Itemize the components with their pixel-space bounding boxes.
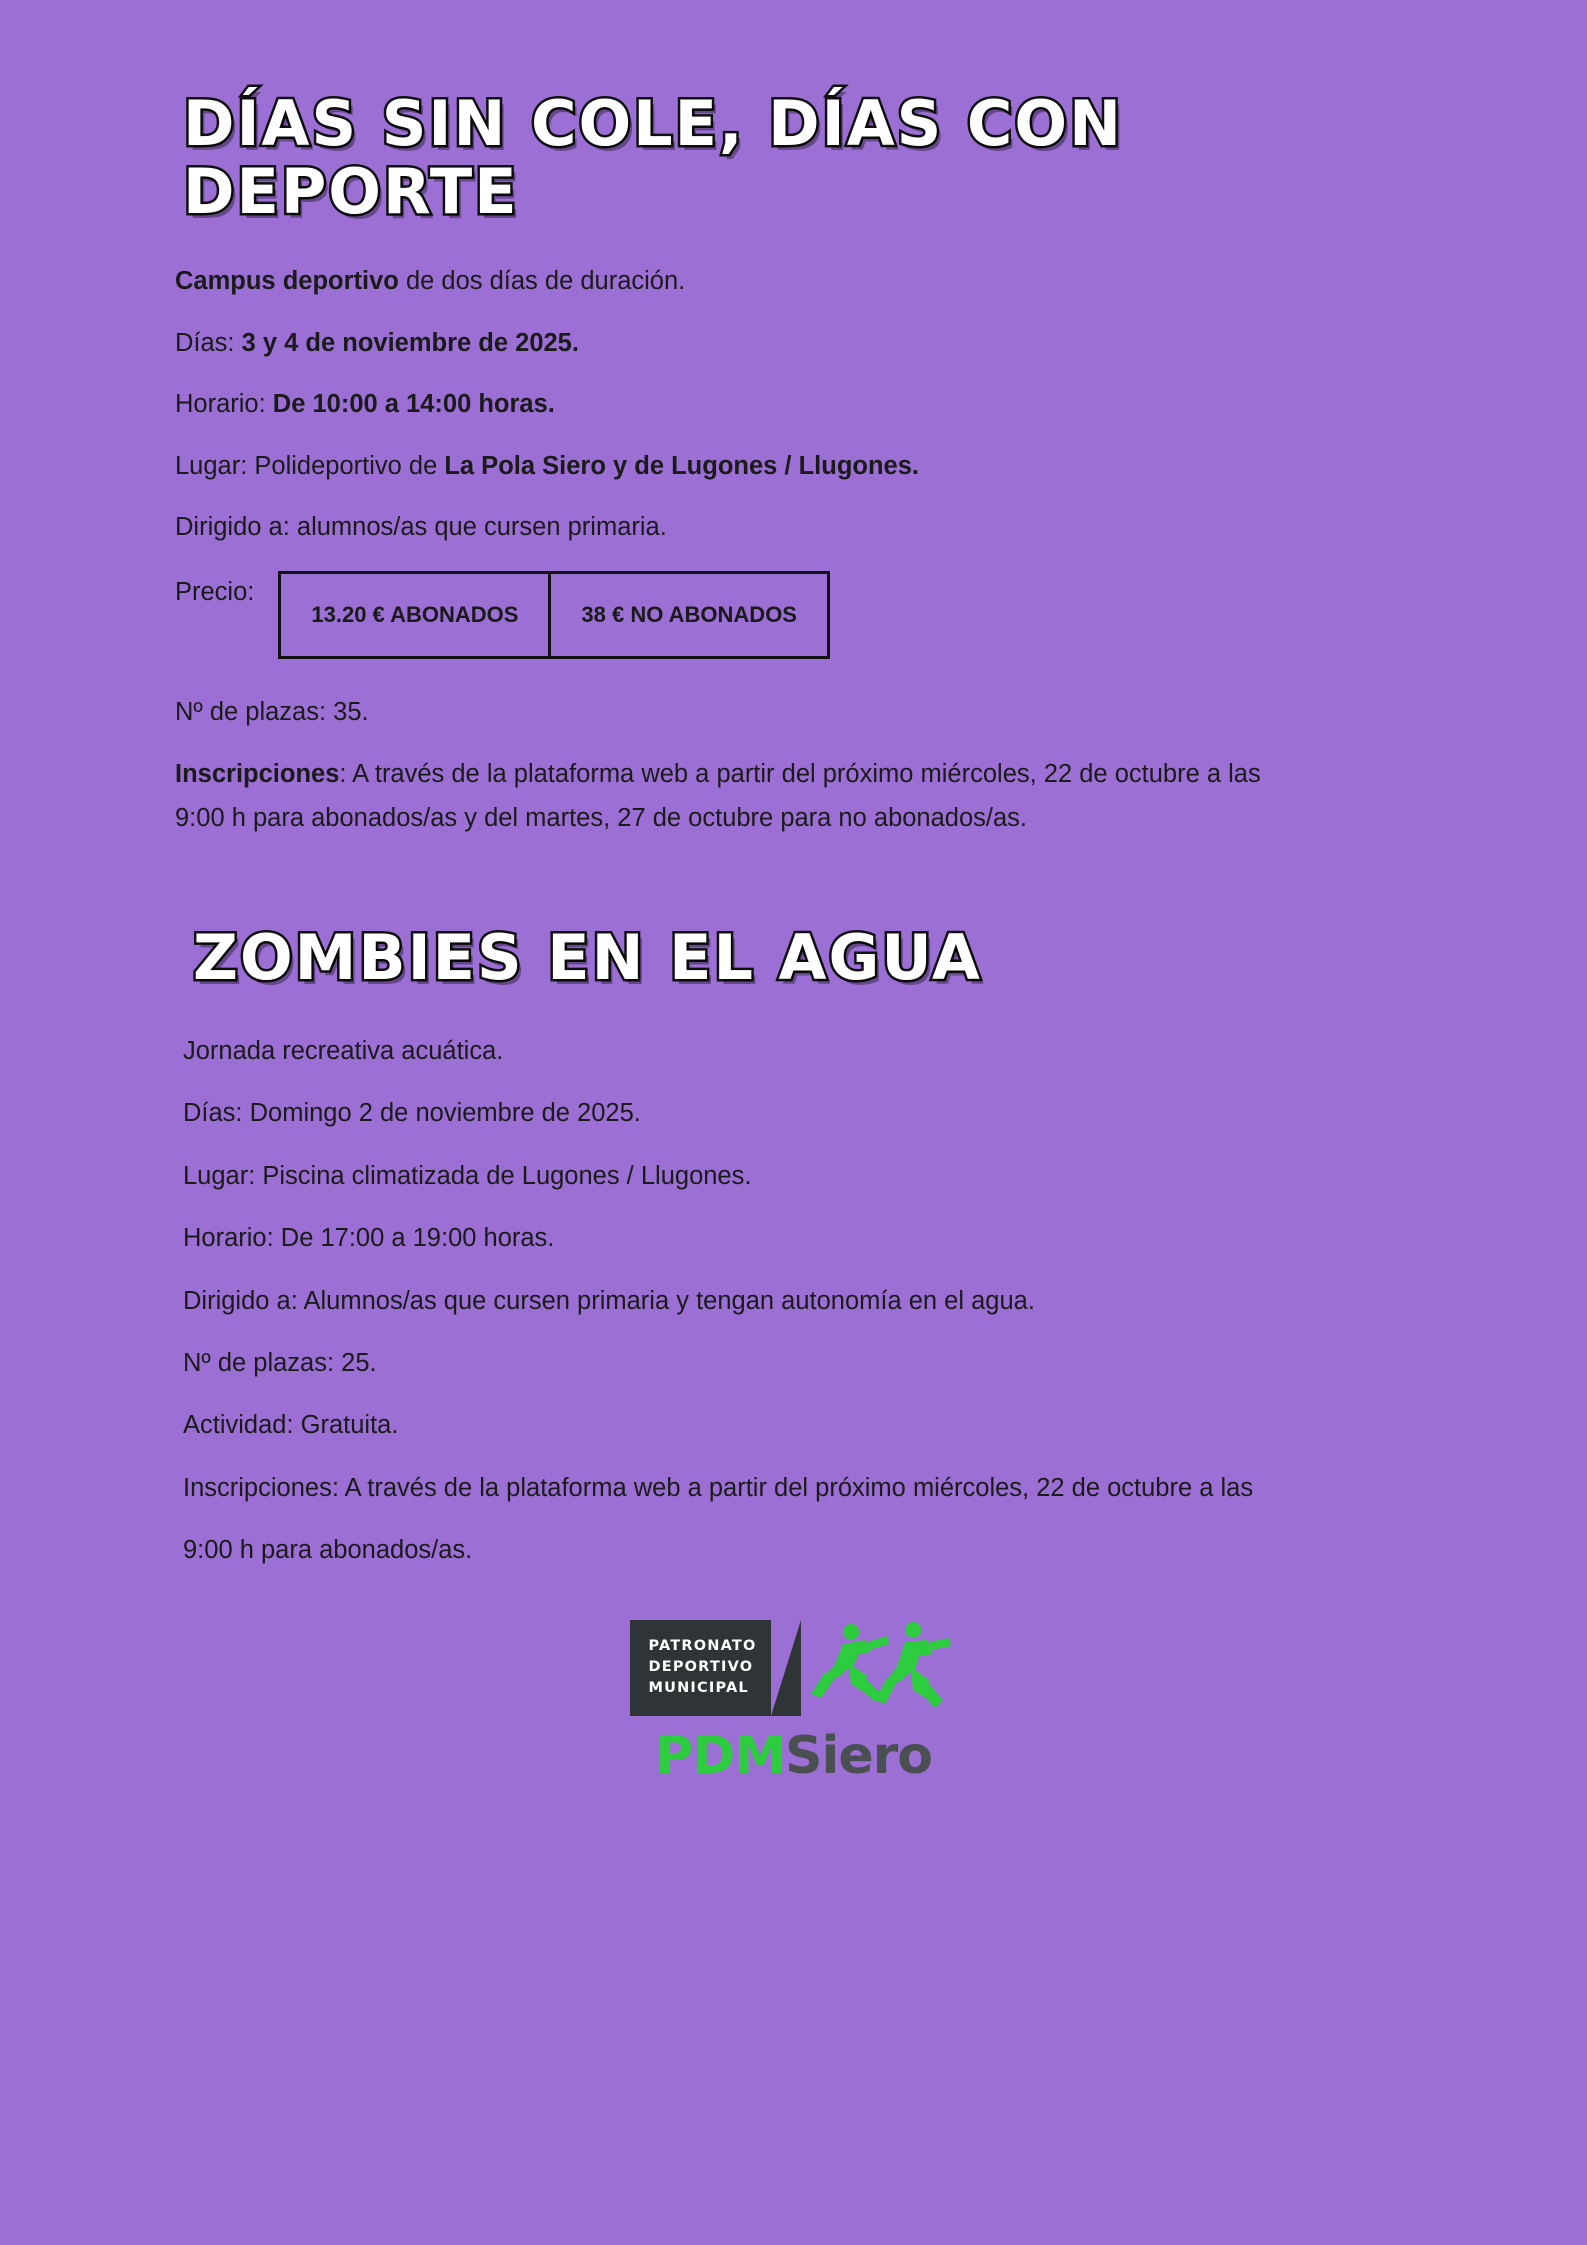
activity-description-line: Jornada recreativa acuática. bbox=[183, 1036, 504, 1065]
logo-graphic bbox=[630, 1620, 956, 1716]
schedule-line-2: Horario: De 17:00 a 19:00 horas. bbox=[183, 1224, 555, 1253]
logo-wordmark bbox=[655, 1726, 932, 1786]
schedule-line bbox=[175, 387, 1412, 421]
places-line-1: Nº de plazas: 35. bbox=[175, 698, 369, 727]
registration-line-1b: 9:00 h para abonados/as y del martes, 27 de octubre para no abonados/as. bbox=[175, 804, 1028, 833]
registration-label-1: Inscripciones bbox=[175, 759, 340, 788]
audience-line: Dirigido a: alumnos/as que cursen primaria. bbox=[175, 513, 667, 542]
venue-line bbox=[175, 449, 1412, 483]
logo-badge-slant bbox=[771, 1620, 801, 1716]
dates-line bbox=[175, 326, 1412, 360]
registration-line-2a: Inscripciones: A través de la plataforma web a partir del próximo miércoles, 22 de octubre a las bbox=[183, 1473, 1254, 1502]
campus-label: Campus deportivo bbox=[175, 267, 399, 296]
price-cell-non-members: 38 € NO ABONADOS bbox=[548, 574, 827, 656]
venue-value: La Pola Siero y de Lugones / Llugones. bbox=[444, 451, 920, 480]
campus-duration-line bbox=[175, 264, 1412, 298]
logo-badge bbox=[630, 1620, 770, 1716]
campus-duration-text: de dos días de duración. bbox=[398, 267, 686, 296]
price-line-2: Actividad: Gratuita. bbox=[183, 1411, 399, 1440]
logo-badge-line-1: PATRONATO bbox=[648, 1638, 757, 1654]
audience-line-2: Dirigido a: Alumnos/as que cursen primaria y tengan autonomía en el agua. bbox=[183, 1286, 1035, 1315]
price-cell-members: 13.20 € ABONADOS bbox=[311, 602, 519, 628]
logo-wordmark-siero: Siero bbox=[785, 1726, 932, 1786]
runners-icon bbox=[807, 1620, 957, 1716]
logo-wordmark-pdm: PDM bbox=[655, 1726, 786, 1786]
venue-line-2: Lugar: Piscina climatizada de Lugones / Llugones. bbox=[183, 1161, 752, 1190]
dates-line-2: Días: Domingo 2 de noviembre de 2025. bbox=[183, 1099, 641, 1128]
schedule-label: Horario: bbox=[175, 390, 273, 419]
price-section bbox=[175, 571, 1412, 659]
logo-badge-line-3: MUNICIPAL bbox=[648, 1680, 749, 1697]
registration-text-1a: : A través de la plataforma web a partir del próximo miércoles, 22 de octubre a las bbox=[339, 759, 1261, 788]
section-1-body bbox=[175, 226, 1412, 835]
dates-value: 3 y 4 de noviembre de 2025. bbox=[241, 328, 579, 357]
places-line-2: Nº de plazas: 25. bbox=[183, 1349, 377, 1378]
section-1-title: DÍAS SIN COLE, DÍAS CON DEPORTE bbox=[183, 87, 1124, 229]
venue-label: Lugar: Polideportivo de bbox=[175, 451, 445, 480]
registration-line-1a bbox=[175, 757, 1412, 791]
section-2-title: ZOMBIES EN EL AGUA bbox=[193, 920, 982, 994]
section-2-body bbox=[175, 992, 1412, 1568]
price-label: Precio: bbox=[175, 578, 255, 607]
price-table bbox=[278, 571, 830, 659]
logo-badge-line-2: DEPORTIVO bbox=[648, 1659, 754, 1676]
registration-line-2b: 9:00 h para abonados/as. bbox=[183, 1536, 473, 1565]
schedule-value: De 10:00 a 14:00 horas. bbox=[272, 390, 555, 419]
pdm-logo bbox=[0, 1620, 1587, 1786]
dates-label: Días: bbox=[175, 328, 242, 357]
